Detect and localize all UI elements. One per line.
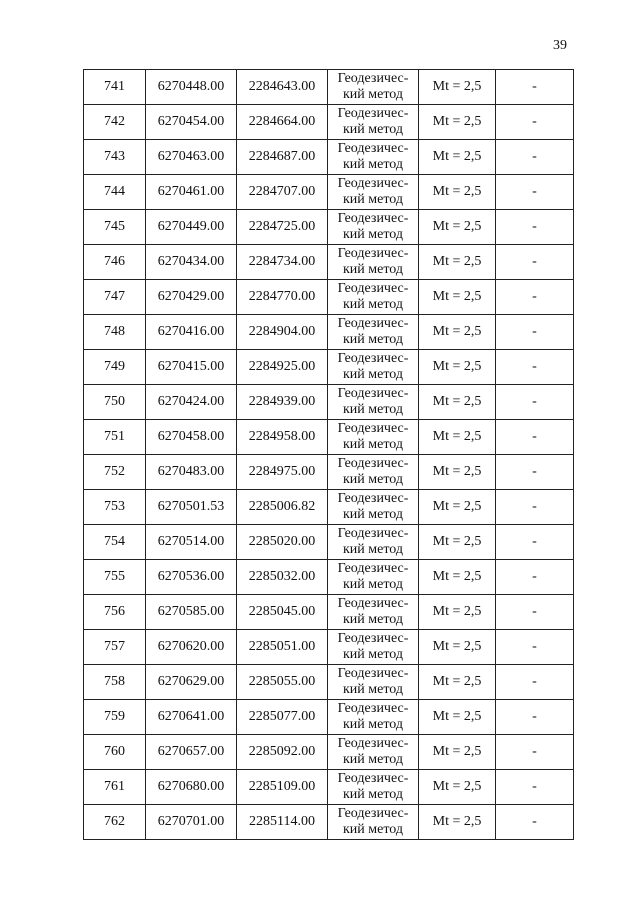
x-coordinate-cell: 6270629.00 — [146, 665, 237, 700]
point-number-cell: 758 — [84, 665, 146, 700]
point-number-cell: 745 — [84, 210, 146, 245]
method-text: Геодезичес- — [337, 421, 409, 436]
method-cell — [328, 315, 419, 350]
method-text: Геодезичес- — [337, 491, 409, 506]
point-number-cell: 760 — [84, 735, 146, 770]
y-coordinate-cell: 2284725.00 — [237, 210, 328, 245]
x-coordinate-cell: 6270585.00 — [146, 595, 237, 630]
method-cell — [328, 560, 419, 595]
point-number-cell: 757 — [84, 630, 146, 665]
accuracy-cell: Mt = 2,5 — [419, 665, 496, 700]
accuracy-cell: Mt = 2,5 — [419, 490, 496, 525]
y-coordinate-cell: 2284925.00 — [237, 350, 328, 385]
note-cell: - — [496, 175, 574, 210]
method-cell — [328, 70, 419, 105]
method-cell — [328, 420, 419, 455]
x-coordinate-cell: 6270657.00 — [146, 735, 237, 770]
accuracy-cell: Mt = 2,5 — [419, 315, 496, 350]
method-cell — [328, 455, 419, 490]
method-text: Геодезичес- — [337, 106, 409, 121]
point-number-cell: 753 — [84, 490, 146, 525]
table-row — [84, 350, 574, 385]
accuracy-cell: Mt = 2,5 — [419, 595, 496, 630]
x-coordinate-cell: 6270434.00 — [146, 245, 237, 280]
x-coordinate-cell: 6270429.00 — [146, 280, 237, 315]
method-text: кий метод — [342, 157, 403, 172]
method-text: Геодезичес- — [337, 71, 409, 86]
table-row — [84, 245, 574, 280]
y-coordinate-cell: 2285020.00 — [237, 525, 328, 560]
note-cell: - — [496, 315, 574, 350]
y-coordinate-cell: 2284975.00 — [237, 455, 328, 490]
method-text: Геодезичес- — [337, 386, 409, 401]
accuracy-cell: Mt = 2,5 — [419, 525, 496, 560]
point-number-cell: 754 — [84, 525, 146, 560]
method-text: Геодезичес- — [337, 176, 409, 191]
method-text: Геодезичес- — [337, 211, 409, 226]
method-text: кий метод — [342, 332, 403, 347]
y-coordinate-cell: 2284904.00 — [237, 315, 328, 350]
note-cell: - — [496, 140, 574, 175]
method-text: Геодезичес- — [337, 596, 409, 611]
note-cell: - — [496, 420, 574, 455]
method-text: Геодезичес- — [337, 526, 409, 541]
note-cell: - — [496, 700, 574, 735]
method-text: кий метод — [342, 542, 403, 557]
method-text: Геодезичес- — [337, 281, 409, 296]
accuracy-cell: Mt = 2,5 — [419, 350, 496, 385]
table-row — [84, 455, 574, 490]
accuracy-cell: Mt = 2,5 — [419, 735, 496, 770]
method-cell — [328, 210, 419, 245]
method-text: кий метод — [342, 717, 403, 732]
method-cell — [328, 140, 419, 175]
point-number-cell: 759 — [84, 700, 146, 735]
y-coordinate-cell: 2284664.00 — [237, 105, 328, 140]
y-coordinate-cell: 2285051.00 — [237, 630, 328, 665]
point-number-cell: 751 — [84, 420, 146, 455]
table-row — [84, 595, 574, 630]
table-row — [84, 140, 574, 175]
point-number-cell: 743 — [84, 140, 146, 175]
point-number-cell: 756 — [84, 595, 146, 630]
method-text: кий метод — [342, 507, 403, 522]
method-cell — [328, 665, 419, 700]
method-cell — [328, 245, 419, 280]
x-coordinate-cell: 6270463.00 — [146, 140, 237, 175]
table-row — [84, 210, 574, 245]
table-row — [84, 665, 574, 700]
method-text: кий метод — [342, 787, 403, 802]
method-cell — [328, 630, 419, 665]
note-cell: - — [496, 350, 574, 385]
x-coordinate-cell: 6270536.00 — [146, 560, 237, 595]
method-text: кий метод — [342, 297, 403, 312]
note-cell: - — [496, 735, 574, 770]
method-cell — [328, 385, 419, 420]
table-row — [84, 805, 574, 840]
method-text: кий метод — [342, 402, 403, 417]
method-text: Геодезичес- — [337, 736, 409, 751]
method-text: кий метод — [342, 682, 403, 697]
method-cell — [328, 490, 419, 525]
point-number-cell: 761 — [84, 770, 146, 805]
x-coordinate-cell: 6270449.00 — [146, 210, 237, 245]
method-cell — [328, 525, 419, 560]
note-cell: - — [496, 665, 574, 700]
x-coordinate-cell: 6270483.00 — [146, 455, 237, 490]
table-row — [84, 105, 574, 140]
note-cell: - — [496, 280, 574, 315]
accuracy-cell: Mt = 2,5 — [419, 770, 496, 805]
method-text: кий метод — [342, 752, 403, 767]
table-row — [84, 175, 574, 210]
x-coordinate-cell: 6270501.53 — [146, 490, 237, 525]
method-cell — [328, 175, 419, 210]
method-cell — [328, 805, 419, 840]
method-cell — [328, 105, 419, 140]
table-row — [84, 385, 574, 420]
method-text: кий метод — [342, 87, 403, 102]
table-row — [84, 735, 574, 770]
point-number-cell: 747 — [84, 280, 146, 315]
method-text: Геодезичес- — [337, 456, 409, 471]
accuracy-cell: Mt = 2,5 — [419, 700, 496, 735]
table-body — [84, 70, 574, 840]
coordinates-table — [83, 69, 574, 840]
method-text: кий метод — [342, 822, 403, 837]
note-cell: - — [496, 595, 574, 630]
accuracy-cell: Mt = 2,5 — [419, 805, 496, 840]
method-text: Геодезичес- — [337, 351, 409, 366]
page-number: 39 — [553, 38, 567, 53]
y-coordinate-cell: 2285109.00 — [237, 770, 328, 805]
point-number-cell: 750 — [84, 385, 146, 420]
x-coordinate-cell: 6270514.00 — [146, 525, 237, 560]
method-text: кий метод — [342, 437, 403, 452]
table-row — [84, 420, 574, 455]
y-coordinate-cell: 2285092.00 — [237, 735, 328, 770]
y-coordinate-cell: 2285045.00 — [237, 595, 328, 630]
method-text: кий метод — [342, 367, 403, 382]
x-coordinate-cell: 6270424.00 — [146, 385, 237, 420]
method-cell — [328, 350, 419, 385]
y-coordinate-cell: 2284734.00 — [237, 245, 328, 280]
method-text: кий метод — [342, 227, 403, 242]
table-row — [84, 525, 574, 560]
table-row — [84, 70, 574, 105]
accuracy-cell: Mt = 2,5 — [419, 560, 496, 595]
method-cell — [328, 595, 419, 630]
method-cell — [328, 280, 419, 315]
y-coordinate-cell: 2285077.00 — [237, 700, 328, 735]
note-cell: - — [496, 560, 574, 595]
note-cell: - — [496, 630, 574, 665]
note-cell: - — [496, 70, 574, 105]
accuracy-cell: Mt = 2,5 — [419, 105, 496, 140]
method-text: Геодезичес- — [337, 561, 409, 576]
point-number-cell: 762 — [84, 805, 146, 840]
accuracy-cell: Mt = 2,5 — [419, 455, 496, 490]
method-cell — [328, 735, 419, 770]
method-text: Геодезичес- — [337, 141, 409, 156]
note-cell: - — [496, 105, 574, 140]
table-row — [84, 700, 574, 735]
table-row — [84, 770, 574, 805]
accuracy-cell: Mt = 2,5 — [419, 420, 496, 455]
x-coordinate-cell: 6270461.00 — [146, 175, 237, 210]
table-row — [84, 280, 574, 315]
method-text: кий метод — [342, 647, 403, 662]
accuracy-cell: Mt = 2,5 — [419, 210, 496, 245]
point-number-cell: 752 — [84, 455, 146, 490]
accuracy-cell: Mt = 2,5 — [419, 245, 496, 280]
y-coordinate-cell: 2285114.00 — [237, 805, 328, 840]
y-coordinate-cell: 2284707.00 — [237, 175, 328, 210]
accuracy-cell: Mt = 2,5 — [419, 385, 496, 420]
note-cell: - — [496, 770, 574, 805]
y-coordinate-cell: 2284687.00 — [237, 140, 328, 175]
point-number-cell: 742 — [84, 105, 146, 140]
y-coordinate-cell: 2285006.82 — [237, 490, 328, 525]
note-cell: - — [496, 455, 574, 490]
note-cell: - — [496, 245, 574, 280]
x-coordinate-cell: 6270454.00 — [146, 105, 237, 140]
point-number-cell: 746 — [84, 245, 146, 280]
point-number-cell: 749 — [84, 350, 146, 385]
point-number-cell: 744 — [84, 175, 146, 210]
table-row — [84, 490, 574, 525]
point-number-cell: 741 — [84, 70, 146, 105]
accuracy-cell: Mt = 2,5 — [419, 630, 496, 665]
x-coordinate-cell: 6270416.00 — [146, 315, 237, 350]
x-coordinate-cell: 6270641.00 — [146, 700, 237, 735]
method-text: кий метод — [342, 122, 403, 137]
x-coordinate-cell: 6270458.00 — [146, 420, 237, 455]
method-text: кий метод — [342, 577, 403, 592]
table-row — [84, 630, 574, 665]
x-coordinate-cell: 6270680.00 — [146, 770, 237, 805]
x-coordinate-cell: 6270448.00 — [146, 70, 237, 105]
y-coordinate-cell: 2284939.00 — [237, 385, 328, 420]
method-text: Геодезичес- — [337, 316, 409, 331]
y-coordinate-cell: 2284958.00 — [237, 420, 328, 455]
point-number-cell: 748 — [84, 315, 146, 350]
accuracy-cell: Mt = 2,5 — [419, 140, 496, 175]
method-text: Геодезичес- — [337, 631, 409, 646]
method-text: Геодезичес- — [337, 806, 409, 821]
point-number-cell: 755 — [84, 560, 146, 595]
method-text: Геодезичес- — [337, 246, 409, 261]
y-coordinate-cell: 2285055.00 — [237, 665, 328, 700]
method-text: кий метод — [342, 472, 403, 487]
method-text: Геодезичес- — [337, 666, 409, 681]
x-coordinate-cell: 6270701.00 — [146, 805, 237, 840]
method-cell — [328, 700, 419, 735]
table-row — [84, 560, 574, 595]
y-coordinate-cell: 2285032.00 — [237, 560, 328, 595]
method-text: кий метод — [342, 192, 403, 207]
y-coordinate-cell: 2284770.00 — [237, 280, 328, 315]
table-row — [84, 315, 574, 350]
accuracy-cell: Mt = 2,5 — [419, 70, 496, 105]
x-coordinate-cell: 6270415.00 — [146, 350, 237, 385]
note-cell: - — [496, 210, 574, 245]
y-coordinate-cell: 2284643.00 — [237, 70, 328, 105]
x-coordinate-cell: 6270620.00 — [146, 630, 237, 665]
method-text: кий метод — [342, 262, 403, 277]
method-cell — [328, 770, 419, 805]
accuracy-cell: Mt = 2,5 — [419, 175, 496, 210]
method-text: Геодезичес- — [337, 701, 409, 716]
method-text: кий метод — [342, 612, 403, 627]
note-cell: - — [496, 805, 574, 840]
note-cell: - — [496, 490, 574, 525]
note-cell: - — [496, 385, 574, 420]
note-cell: - — [496, 525, 574, 560]
accuracy-cell: Mt = 2,5 — [419, 280, 496, 315]
method-text: Геодезичес- — [337, 771, 409, 786]
